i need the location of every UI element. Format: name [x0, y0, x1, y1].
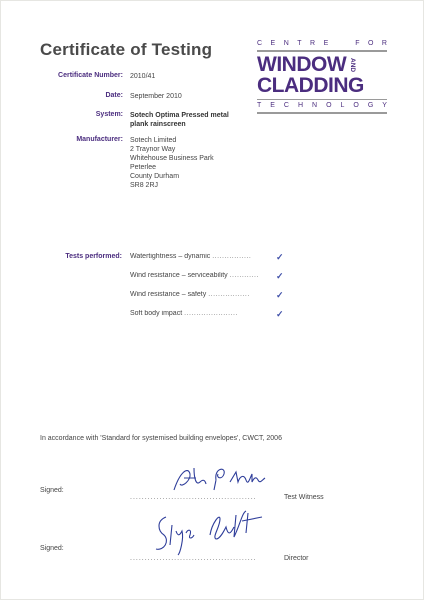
logo-and: AND: [349, 58, 357, 73]
signature-line-1: ...........................................: [130, 494, 257, 501]
system-value: Sotech Optima Pressed metal plank rainscreen: [130, 112, 229, 128]
date-label: Date:: [105, 92, 123, 99]
signed-label-2: Signed:: [40, 545, 64, 552]
test-item: Wind resistance – safety .................: [130, 291, 250, 298]
system-label: System:: [95, 111, 123, 118]
address-line-4: County Durham: [130, 173, 180, 180]
logo-word-cladding: CLADDING: [257, 73, 364, 97]
tests-performed-label: Tests performed:: [65, 253, 122, 260]
cwct-logo: [257, 40, 387, 116]
certificate-number-label: Certificate Number:: [58, 72, 123, 79]
logo-bottom-letters: T E C H N O L O G Y: [257, 102, 387, 109]
address-line-5: SR8 2RJ: [130, 182, 159, 189]
test-item: Watertightness – dynamic ................: [130, 253, 252, 260]
check-icon: ✓: [276, 271, 284, 281]
accordance-statement: In accordance with 'Standard for systemised building envelopes', CWCT, 2006: [40, 435, 282, 442]
certificate-number-value: 2010/41: [130, 73, 156, 80]
signed-label-1: Signed:: [40, 487, 64, 494]
page-title: Certificate of Testing: [40, 40, 213, 59]
manufacturer-name: Sotech Limited: [130, 137, 177, 144]
director-role: Director: [284, 555, 309, 562]
test-item: Wind resistance – serviceability ............: [130, 272, 259, 279]
check-icon: ✓: [276, 309, 284, 319]
address-line-3: Peterlee: [130, 164, 157, 171]
address-line-2: Whitehouse Business Park: [130, 155, 214, 162]
logo-rule-top: [257, 50, 387, 52]
logo-word-window: WINDOW AND: [257, 52, 357, 76]
check-icon: ✓: [276, 252, 284, 262]
logo-rule-bottom: [257, 112, 387, 114]
address-line-1: 2 Traynor Way: [130, 146, 176, 153]
date-value: September 2010: [130, 93, 182, 100]
logo-top-letters: C E N T R E F O R: [257, 40, 387, 47]
signature-line-2: ...........................................: [130, 555, 257, 562]
manufacturer-label: Manufacturer:: [76, 136, 123, 143]
test-witness-role: Test Witness: [284, 494, 324, 501]
check-icon: ✓: [276, 290, 284, 300]
test-item: Soft body impact ......................: [130, 310, 238, 317]
signature-director: [150, 505, 270, 557]
logo-rule-mid: [257, 99, 387, 101]
